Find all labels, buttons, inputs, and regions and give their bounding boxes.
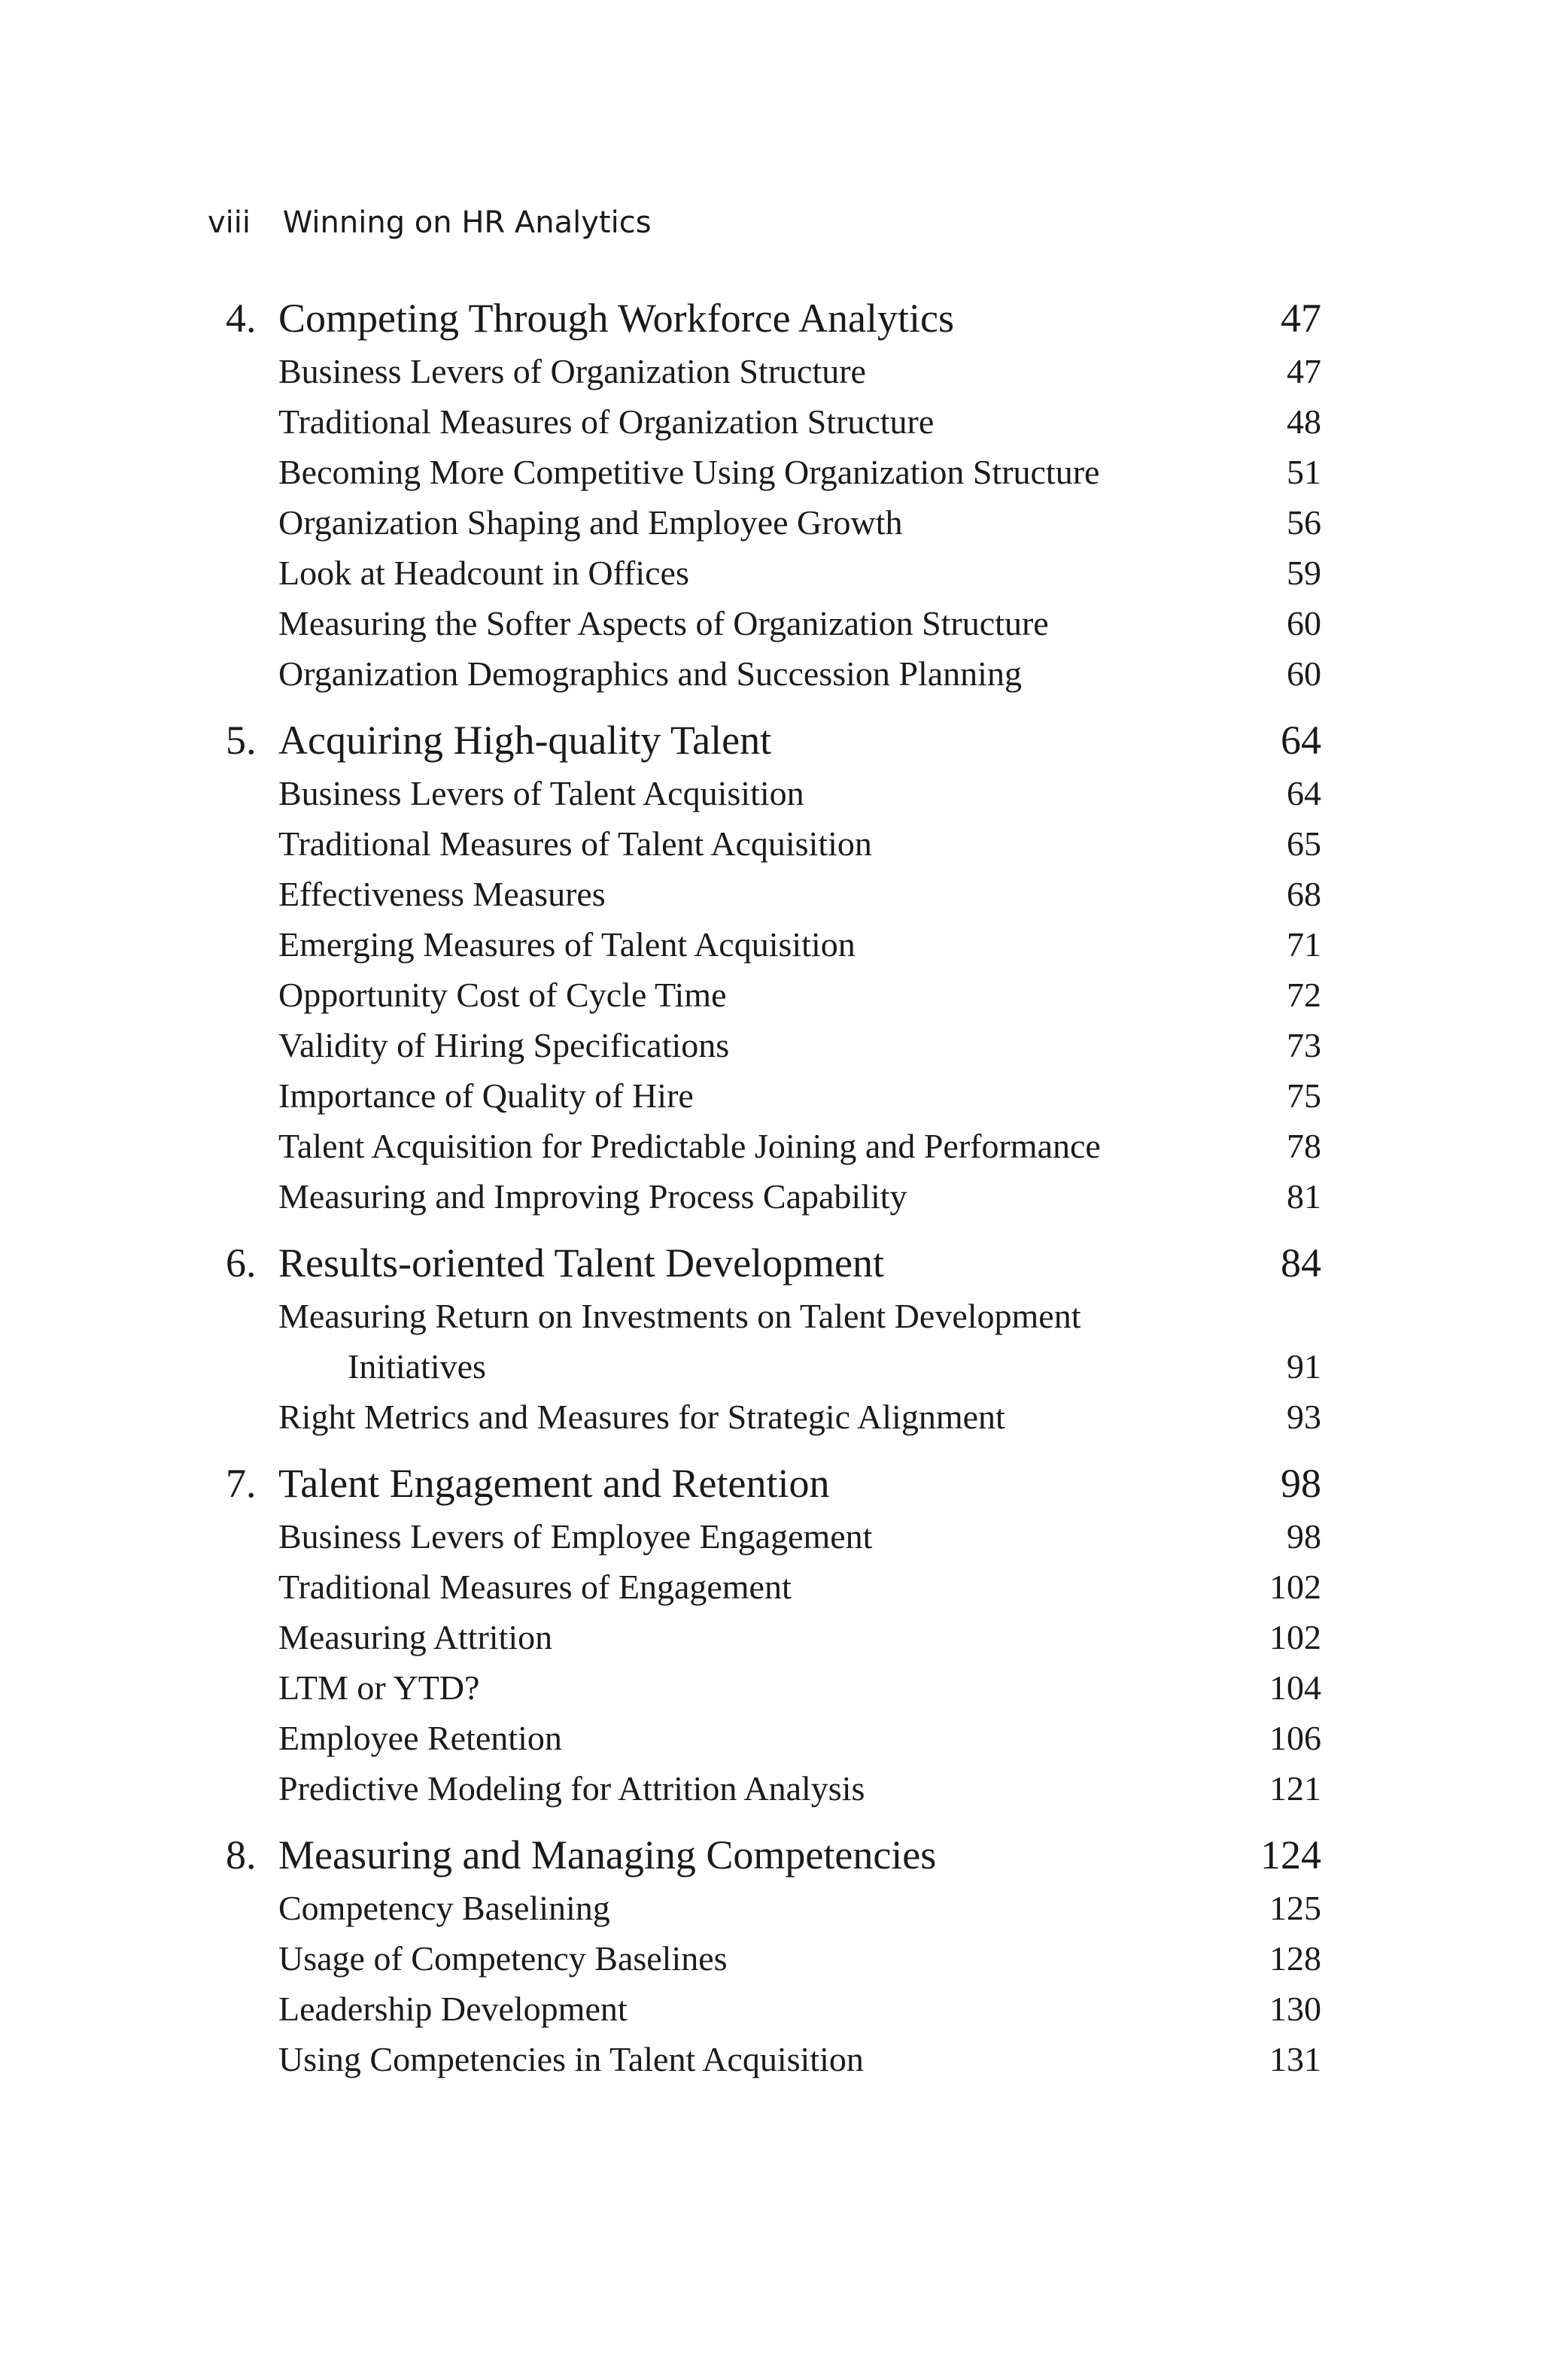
section-title-text: Measuring and Improving Process Capability bbox=[278, 1177, 907, 1216]
section-title-text: Using Competencies in Talent Acquisition bbox=[278, 2040, 864, 2078]
toc-chapter bbox=[226, 1827, 1321, 2084]
chapter-number: 7. bbox=[226, 1461, 257, 1506]
section-title bbox=[278, 1291, 1081, 1392]
toc-section-entry bbox=[226, 768, 1321, 818]
section-page-number: 106 bbox=[1269, 1719, 1321, 1757]
section-title bbox=[278, 768, 804, 818]
section-page-number: 73 bbox=[1287, 1026, 1321, 1064]
toc-chapter-heading bbox=[226, 1235, 1321, 1291]
section-title bbox=[278, 1612, 552, 1662]
section-title-text: Organization Demographics and Succession Planning bbox=[278, 654, 1022, 693]
running-head bbox=[208, 202, 652, 244]
section-page-number: 78 bbox=[1287, 1127, 1321, 1165]
chapter-title: Measuring and Managing Competencies bbox=[278, 1832, 937, 1878]
toc-section-entry bbox=[226, 1511, 1321, 1562]
section-title bbox=[278, 1171, 907, 1222]
section-title bbox=[278, 1070, 694, 1121]
section-page-number: 75 bbox=[1287, 1076, 1321, 1115]
section-title bbox=[278, 447, 1099, 497]
section-title bbox=[278, 1392, 1005, 1442]
section-title-text: LTM or YTD? bbox=[278, 1668, 480, 1707]
section-title-text: Traditional Measures of Organization Structure bbox=[278, 402, 935, 441]
toc-section-entry bbox=[226, 919, 1321, 970]
section-title-text: Traditional Measures of Engagement bbox=[278, 1568, 792, 1606]
section-title bbox=[278, 919, 856, 970]
toc-section-entry bbox=[226, 818, 1321, 869]
chapter-number: 6. bbox=[226, 1240, 257, 1286]
section-page-number: 47 bbox=[1287, 352, 1321, 390]
section-page-number: 121 bbox=[1269, 1769, 1321, 1808]
section-title bbox=[278, 970, 726, 1020]
page-folio: viii bbox=[208, 205, 251, 240]
chapter-title: Competing Through Workforce Analytics bbox=[278, 296, 955, 341]
section-page-number: 102 bbox=[1269, 1618, 1321, 1656]
section-title bbox=[278, 1933, 728, 1984]
toc-chapter-heading bbox=[226, 712, 1321, 768]
section-title-text: Business Levers of Talent Acquisition bbox=[278, 774, 804, 812]
chapter-title: Acquiring High-quality Talent bbox=[278, 718, 772, 763]
section-title-text: Traditional Measures of Talent Acquisition bbox=[278, 824, 872, 863]
section-page-number: 72 bbox=[1287, 976, 1321, 1014]
chapter-page-number: 64 bbox=[1281, 718, 1321, 763]
section-title bbox=[278, 598, 1049, 648]
section-title-text: Validity of Hiring Specifications bbox=[278, 1026, 730, 1064]
section-page-number: 91 bbox=[1287, 1347, 1321, 1386]
toc-chapter bbox=[226, 1235, 1321, 1442]
toc-section-entry bbox=[226, 970, 1321, 1020]
toc-chapter bbox=[226, 712, 1321, 1222]
section-title-text: Employee Retention bbox=[278, 1719, 562, 1757]
section-title bbox=[278, 818, 872, 869]
chapter-title: Talent Engagement and Retention bbox=[278, 1461, 830, 1506]
section-page-number: 93 bbox=[1287, 1398, 1321, 1436]
toc-section-entry bbox=[226, 497, 1321, 548]
section-page-number: 56 bbox=[1287, 503, 1321, 542]
section-title-text: Importance of Quality of Hire bbox=[278, 1076, 694, 1115]
toc-section-entry bbox=[226, 346, 1321, 396]
toc-section-entry bbox=[226, 1883, 1321, 1933]
toc-section-entry bbox=[226, 1291, 1321, 1392]
section-page-number: 60 bbox=[1287, 604, 1321, 642]
toc-section-entry bbox=[226, 1933, 1321, 1984]
toc-section-entry bbox=[226, 548, 1321, 598]
section-page-number: 102 bbox=[1269, 1568, 1321, 1606]
section-title bbox=[278, 1713, 562, 1763]
toc-section-entry bbox=[226, 869, 1321, 919]
section-page-number: 98 bbox=[1287, 1517, 1321, 1556]
section-title-text: Measuring Return on Investments on Talent Development bbox=[278, 1297, 1081, 1335]
section-title bbox=[278, 1562, 792, 1612]
toc-section-entry bbox=[226, 396, 1321, 447]
chapter-title: Results-oriented Talent Development bbox=[278, 1240, 885, 1286]
section-page-number: 130 bbox=[1269, 1990, 1321, 2028]
toc-section-entry bbox=[226, 2034, 1321, 2084]
chapter-number: 8. bbox=[226, 1832, 257, 1878]
section-title bbox=[278, 497, 903, 548]
toc-section-entry bbox=[226, 1070, 1321, 1121]
book-title: Winning on HR Analytics bbox=[282, 205, 652, 240]
section-title bbox=[278, 1883, 610, 1933]
toc-section-entry bbox=[226, 447, 1321, 497]
section-title-text: Talent Acquisition for Predictable Joining and Performance bbox=[278, 1127, 1101, 1165]
section-title bbox=[278, 1020, 729, 1070]
section-page-number: 48 bbox=[1287, 402, 1321, 441]
section-page-number: 104 bbox=[1269, 1668, 1321, 1707]
section-page-number: 60 bbox=[1287, 654, 1321, 693]
section-title-text: Opportunity Cost of Cycle Time bbox=[278, 976, 727, 1014]
section-title bbox=[278, 548, 689, 598]
section-page-number: 131 bbox=[1269, 2040, 1321, 2078]
section-title-text: Emerging Measures of Talent Acquisition bbox=[278, 925, 856, 964]
section-page-number: 128 bbox=[1269, 1939, 1321, 1978]
section-title bbox=[278, 1662, 479, 1713]
toc-chapter bbox=[226, 1456, 1321, 1814]
chapter-number: 4. bbox=[226, 296, 257, 341]
chapter-page-number: 47 bbox=[1281, 296, 1321, 341]
toc-section-entry bbox=[226, 1392, 1321, 1442]
section-page-number: 59 bbox=[1287, 554, 1321, 592]
section-title-text: Measuring the Softer Aspects of Organization Structure bbox=[278, 604, 1049, 642]
section-title-text: Leadership Development bbox=[278, 1990, 628, 2028]
toc-section-entry bbox=[226, 598, 1321, 648]
section-page-number: 71 bbox=[1287, 925, 1321, 964]
toc-chapter-heading bbox=[226, 290, 1321, 346]
toc-section-entry bbox=[226, 1171, 1321, 1222]
section-page-number: 51 bbox=[1287, 453, 1321, 491]
toc-section-entry bbox=[226, 1662, 1321, 1713]
toc-section-entry bbox=[226, 1020, 1321, 1070]
section-title-continuation: Initiatives bbox=[348, 1347, 486, 1386]
section-title-text: Effectiveness Measures bbox=[278, 875, 606, 913]
section-title bbox=[278, 2034, 864, 2084]
toc-section-entry bbox=[226, 1763, 1321, 1814]
toc-section-entry bbox=[226, 648, 1321, 699]
toc-section-entry bbox=[226, 1612, 1321, 1662]
toc-chapter-heading bbox=[226, 1827, 1321, 1883]
chapter-number: 5. bbox=[226, 718, 257, 763]
chapter-page-number: 124 bbox=[1260, 1832, 1321, 1878]
section-title-text: Business Levers of Organization Structure bbox=[278, 352, 866, 390]
toc-chapter bbox=[226, 290, 1321, 699]
section-title bbox=[278, 1511, 872, 1562]
toc-section-entry bbox=[226, 1984, 1321, 2034]
section-title-text: Right Metrics and Measures for Strategic Alignment bbox=[278, 1398, 1005, 1436]
section-page-number: 65 bbox=[1287, 824, 1321, 863]
section-title bbox=[278, 346, 866, 396]
section-title bbox=[278, 396, 934, 447]
chapter-page-number: 84 bbox=[1281, 1240, 1321, 1286]
section-page-number: 64 bbox=[1287, 774, 1321, 812]
section-page-number: 81 bbox=[1287, 1177, 1321, 1216]
section-title-text: Competency Baselining bbox=[278, 1889, 610, 1927]
chapter-page-number: 98 bbox=[1281, 1461, 1321, 1506]
section-title bbox=[278, 1121, 1101, 1171]
section-title-text: Business Levers of Employee Engagement bbox=[278, 1517, 873, 1556]
section-title bbox=[278, 869, 606, 919]
section-title bbox=[278, 1984, 628, 2034]
section-title-text: Measuring Attrition bbox=[278, 1618, 553, 1656]
section-title-text: Predictive Modeling for Attrition Analysis bbox=[278, 1769, 865, 1808]
toc-chapter-heading bbox=[226, 1456, 1321, 1511]
table-of-contents bbox=[226, 290, 1321, 2084]
section-title-text: Organization Shaping and Employee Growth bbox=[278, 503, 903, 542]
section-title-text: Look at Headcount in Offices bbox=[278, 554, 689, 592]
toc-section-entry bbox=[226, 1121, 1321, 1171]
section-title-text: Becoming More Competitive Using Organization Structure bbox=[278, 453, 1100, 491]
toc-section-entry bbox=[226, 1562, 1321, 1612]
section-page-number: 125 bbox=[1269, 1889, 1321, 1927]
section-title-text: Usage of Competency Baselines bbox=[278, 1939, 728, 1978]
section-title bbox=[278, 1763, 865, 1814]
toc-section-entry bbox=[226, 1713, 1321, 1763]
section-page-number: 68 bbox=[1287, 875, 1321, 913]
section-title bbox=[278, 648, 1022, 699]
